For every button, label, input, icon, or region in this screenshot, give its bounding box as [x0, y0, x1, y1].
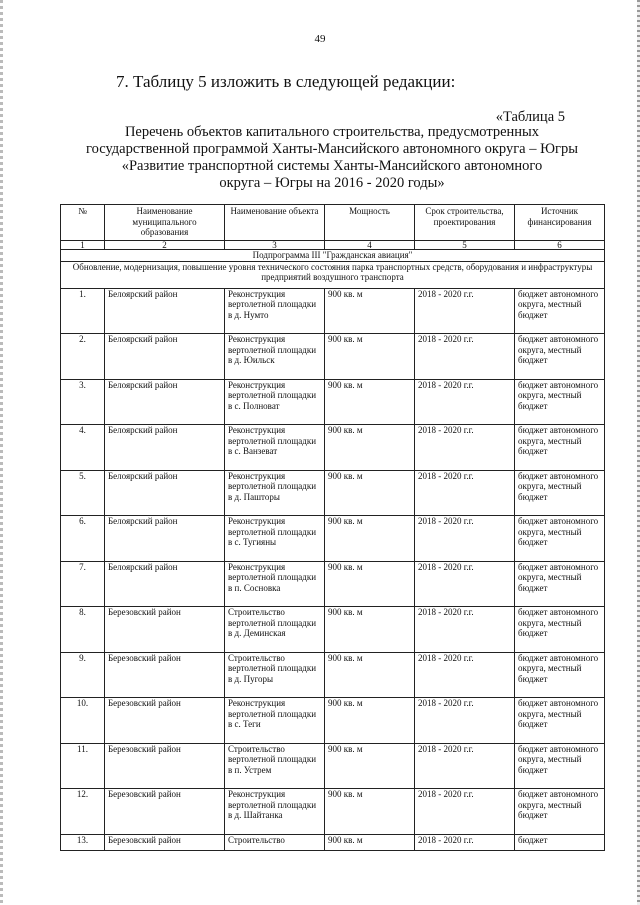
header-term: Срок строительства, проектирования — [415, 205, 515, 241]
municipality-cell: Белоярский район — [105, 379, 225, 425]
header-source: Источник финансирования — [515, 205, 605, 241]
term-cell: 2018 - 2020 г.г. — [415, 698, 515, 744]
table-row — [61, 379, 605, 425]
table-row — [61, 834, 605, 850]
header-object: Наименование объекта — [225, 205, 325, 241]
instruction-text: 7. Таблицу 5 изложить в следующей редакции: — [116, 72, 456, 91]
capacity-cell: 900 кв. м — [325, 834, 415, 850]
capacity-cell: 900 кв. м — [325, 743, 415, 789]
objective-row — [61, 261, 605, 288]
object-cell: Реконструкция вертолетной площадки в с. Полноват — [225, 379, 325, 425]
header-municipality: Наименование муниципального образования — [105, 205, 225, 241]
source-cell: бюджет автономного округа, местный бюджет — [515, 379, 605, 425]
header-number: № — [61, 205, 105, 241]
page-number: 49 — [314, 33, 326, 45]
municipality-cell: Березовский район — [105, 743, 225, 789]
objective-text: Обновление, модернизация, повышение уровня технического состояния парка транспортных средств, оборудования и инфраструктуры предприятий воздушного транспорта — [61, 261, 605, 288]
row-number: 6. — [61, 516, 105, 562]
scan-edge-left — [0, 0, 3, 905]
row-number: 13. — [61, 834, 105, 850]
table-row — [61, 743, 605, 789]
capacity-cell: 900 кв. м — [325, 516, 415, 562]
title-line: Перечень объектов капитального строительства, предусмотренных — [124, 124, 540, 140]
object-cell: Строительство вертолетной площадки в д. Пугоры — [225, 652, 325, 698]
source-cell: бюджет автономного округа, местный бюджет — [515, 561, 605, 607]
municipality-cell: Белоярский район — [105, 470, 225, 516]
source-cell: бюджет автономного округа, местный бюджет — [515, 425, 605, 471]
source-cell: бюджет автономного округа, местный бюджет — [515, 607, 605, 653]
term-cell: 2018 - 2020 г.г. — [415, 288, 515, 334]
term-cell: 2018 - 2020 г.г. — [415, 789, 515, 835]
row-number: 12. — [61, 789, 105, 835]
object-cell: Строительство — [225, 834, 325, 850]
capacity-cell: 900 кв. м — [325, 379, 415, 425]
capacity-cell: 900 кв. м — [325, 652, 415, 698]
source-cell: бюджет — [515, 834, 605, 850]
row-number: 8. — [61, 607, 105, 653]
municipality-cell: Белоярский район — [105, 288, 225, 334]
object-cell: Реконструкция вертолетной площадки в д. Юильск — [225, 334, 325, 380]
term-cell: 2018 - 2020 г.г. — [415, 425, 515, 471]
term-cell: 2018 - 2020 г.г. — [415, 334, 515, 380]
capital-construction-table — [60, 204, 605, 851]
term-cell: 2018 - 2020 г.г. — [415, 607, 515, 653]
term-cell: 2018 - 2020 г.г. — [415, 743, 515, 789]
source-cell: бюджет автономного округа, местный бюджет — [515, 288, 605, 334]
municipality-cell: Белоярский район — [105, 334, 225, 380]
object-cell: Строительство вертолетной площадки в п. Устрем — [225, 743, 325, 789]
table-row — [61, 516, 605, 562]
subprogram-title: Подпрограмма III "Гражданская авиация" — [61, 250, 605, 262]
table-row — [61, 288, 605, 334]
row-number: 2. — [61, 334, 105, 380]
capacity-cell: 900 кв. м — [325, 334, 415, 380]
source-cell: бюджет автономного округа, местный бюджет — [515, 743, 605, 789]
capacity-cell: 900 кв. м — [325, 470, 415, 516]
column-number-row — [61, 241, 605, 250]
table-row — [61, 607, 605, 653]
source-cell: бюджет автономного округа, местный бюджет — [515, 789, 605, 835]
row-number: 1. — [61, 288, 105, 334]
row-number: 3. — [61, 379, 105, 425]
column-number: 6 — [515, 241, 605, 250]
column-number: 3 — [225, 241, 325, 250]
object-cell: Реконструкция вертолетной площадки в с. Тугияны — [225, 516, 325, 562]
object-cell: Строительство вертолетной площадки в д. Деминская — [225, 607, 325, 653]
object-cell: Реконструкция вертолетной площадки в с. Ванзеват — [225, 425, 325, 471]
object-cell: Реконструкция вертолетной площадки в с. Теги — [225, 698, 325, 744]
capacity-cell: 900 кв. м — [325, 698, 415, 744]
object-cell: Реконструкция вертолетной площадки в д. Нумто — [225, 288, 325, 334]
row-number: 7. — [61, 561, 105, 607]
source-cell: бюджет автономного округа, местный бюджет — [515, 698, 605, 744]
column-number: 5 — [415, 241, 515, 250]
row-number: 5. — [61, 470, 105, 516]
term-cell: 2018 - 2020 г.г. — [415, 379, 515, 425]
source-cell: бюджет автономного округа, местный бюджет — [515, 470, 605, 516]
source-cell: бюджет автономного округа, местный бюджет — [515, 652, 605, 698]
source-cell: бюджет автономного округа, местный бюджет — [515, 516, 605, 562]
object-cell: Реконструкция вертолетной площадки в д. Шайтанка — [225, 789, 325, 835]
object-cell: Реконструкция вертолетной площадки в д. Пашторы — [225, 470, 325, 516]
municipality-cell: Березовский район — [105, 834, 225, 850]
municipality-cell: Березовский район — [105, 789, 225, 835]
municipality-cell: Белоярский район — [105, 561, 225, 607]
capacity-cell: 900 кв. м — [325, 789, 415, 835]
capacity-cell: 900 кв. м — [325, 607, 415, 653]
row-number: 11. — [61, 743, 105, 789]
municipality-cell: Белоярский район — [105, 516, 225, 562]
term-cell: 2018 - 2020 г.г. — [415, 561, 515, 607]
term-cell: 2018 - 2020 г.г. — [415, 834, 515, 850]
subprogram-row — [61, 250, 605, 262]
municipality-cell: Белоярский район — [105, 425, 225, 471]
object-cell: Реконструкция вертолетной площадки в п. Сосновка — [225, 561, 325, 607]
table-row — [61, 789, 605, 835]
title-line: округа – Югры на 2016 - 2020 годы» — [219, 175, 445, 191]
capacity-cell: 900 кв. м — [325, 425, 415, 471]
table-row — [61, 470, 605, 516]
header-row — [61, 205, 605, 241]
table-row — [61, 652, 605, 698]
row-number: 10. — [61, 698, 105, 744]
municipality-cell: Березовский район — [105, 607, 225, 653]
column-number: 1 — [61, 241, 105, 250]
term-cell: 2018 - 2020 г.г. — [415, 652, 515, 698]
table-label: «Таблица 5 — [495, 109, 565, 125]
source-cell: бюджет автономного округа, местный бюджет — [515, 334, 605, 380]
row-number: 4. — [61, 425, 105, 471]
term-cell: 2018 - 2020 г.г. — [415, 470, 515, 516]
column-number: 4 — [325, 241, 415, 250]
row-number: 9. — [61, 652, 105, 698]
document-title — [60, 124, 604, 192]
column-number: 2 — [105, 241, 225, 250]
title-line: «Развитие транспортной системы Ханты-Мансийского автономного — [121, 158, 543, 174]
municipality-cell: Березовский район — [105, 698, 225, 744]
title-line: государственной программой Ханты-Мансийского автономного округа – Югры — [86, 141, 578, 157]
table-row — [61, 425, 605, 471]
table-row — [61, 334, 605, 380]
table-row — [61, 698, 605, 744]
header-capacity: Мощность — [325, 205, 415, 241]
municipality-cell: Березовский район — [105, 652, 225, 698]
term-cell: 2018 - 2020 г.г. — [415, 516, 515, 562]
capacity-cell: 900 кв. м — [325, 288, 415, 334]
capacity-cell: 900 кв. м — [325, 561, 415, 607]
table-row — [61, 561, 605, 607]
